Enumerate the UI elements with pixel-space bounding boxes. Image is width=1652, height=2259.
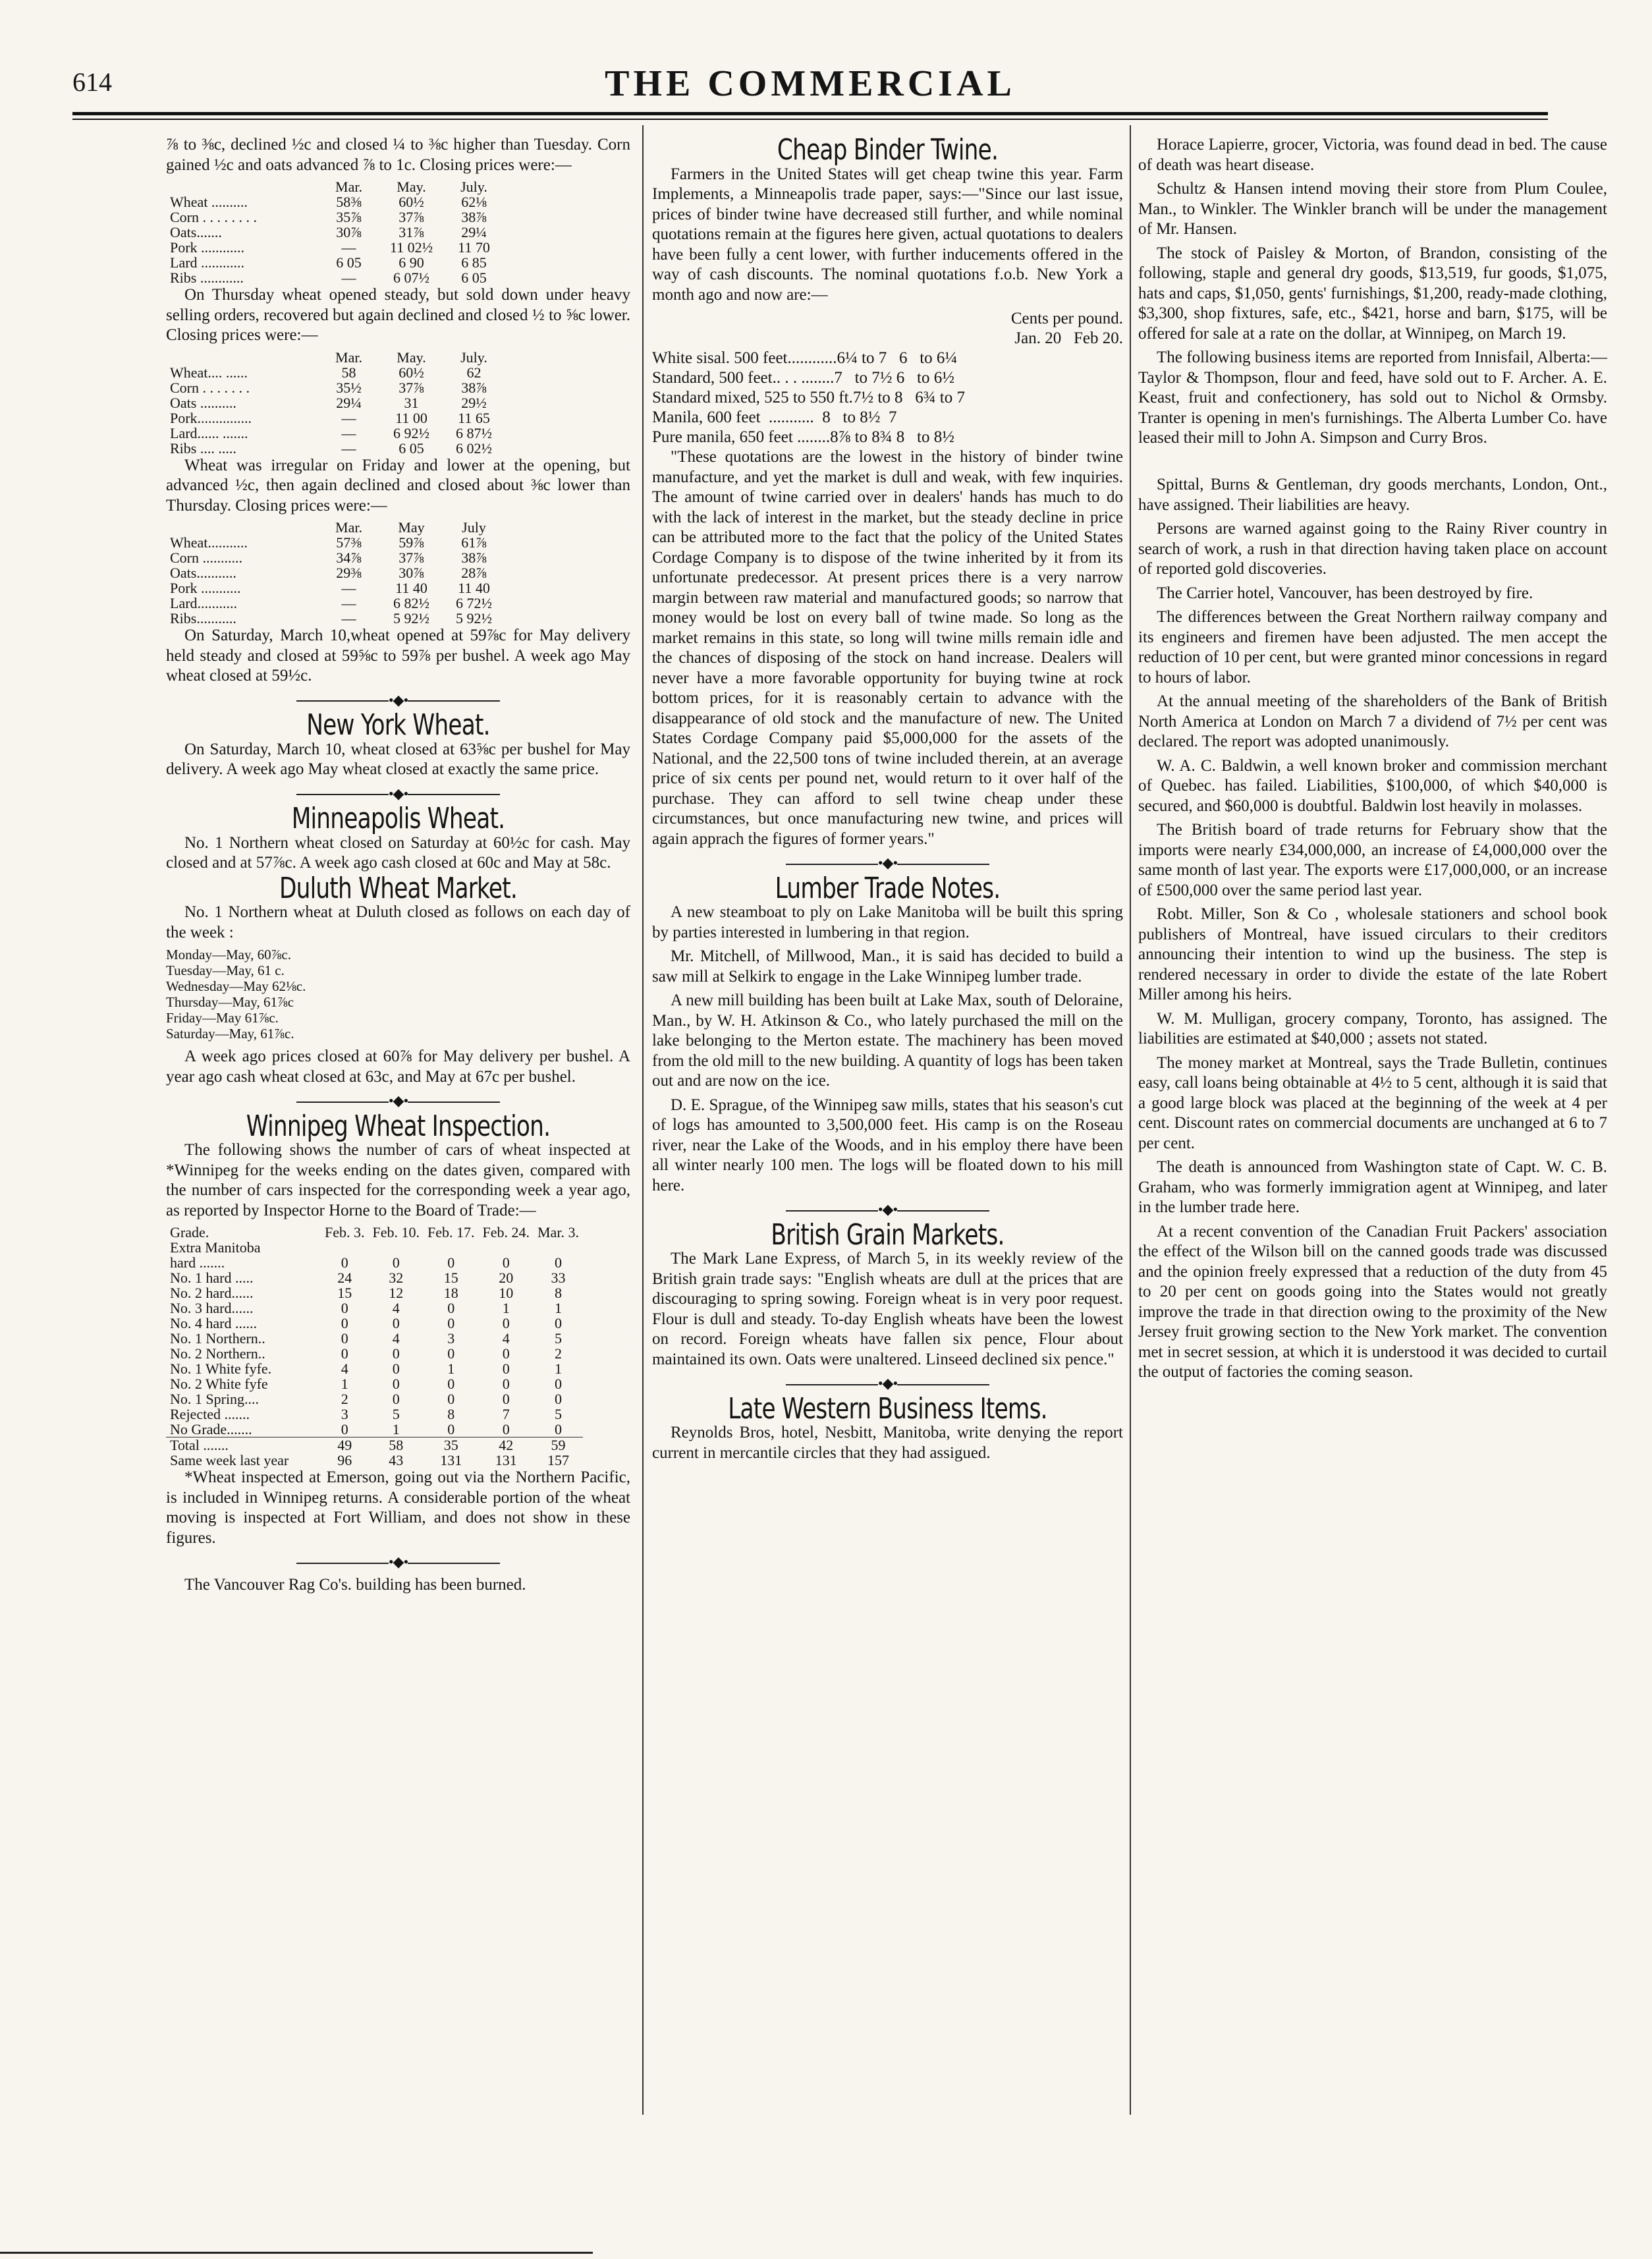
column-header: May. [397, 349, 426, 366]
table-cell: 0 [341, 1345, 348, 1362]
table-cell: 0 [554, 1315, 562, 1331]
table-row [166, 1407, 583, 1422]
table-cell: 6 72½ [456, 595, 492, 611]
table-cell: 6 82½ [393, 595, 429, 611]
table-cell: 0 [447, 1300, 455, 1316]
paragraph: The stock of Paisley & Morton, of Brandon, consisting of the following, staple and general dry goods, $13,519, fur goods, $1,075, hats and caps, $1,050, gents' furnishings, $1,200, ready-made clothing, $3,300, shop fixtures, safe, etc., $421, horse and barn, $175, will be offered for sale at a rate on the dollar, at Winnipeg, on March 19. [1138, 244, 1607, 343]
paragraph: Farmers in the United States will get cheap twine this year. Farm Implements, a Minneapolis trade paper, says:—"Since our last issue, prices of binder twine have decreased still further, and while nominal quotations remain at the figures here given, actual quotations to dealers have been fully a cent lower, with further inducements offered in the way of cash discounts. The nominal quotations f.o.b. New York a month ago and now are:— [652, 165, 1123, 304]
paragraph: D. E. Sprague, of the Winnipeg saw mills, states that his season's cut of logs has amounted to 3,500,000 feet. His camp is on the Roseau river, near the Lake of the Woods, and in his employ there have been all winter nearly 100 men. The logs will be floated down to his mill here. [652, 1096, 1123, 1194]
table-cell: 2 [341, 1391, 348, 1407]
table-cell: 11 40 [458, 580, 490, 596]
table-cell: 0 [392, 1254, 400, 1271]
table-cell: 11 40 [395, 580, 427, 596]
paragraph: ⅞ to ⅜c, declined ½c and closed ¼ to ⅜c higher than Tuesday. Corn gained ½c and oats advanced ⅞ to 1c. Closing prices were:— [166, 136, 630, 174]
column-header [166, 179, 317, 194]
table-cell: Oats....... [170, 224, 222, 240]
table-header-row [166, 179, 505, 194]
table-row [166, 395, 505, 410]
table-cell: 1 [392, 1421, 400, 1437]
table-row [166, 1346, 583, 1361]
table-header-row [166, 350, 505, 365]
table-cell: 6 85 [461, 254, 487, 271]
table-row [166, 255, 505, 270]
table-cell: 0 [447, 1315, 455, 1331]
paragraph: Spittal, Burns & Gentleman, dry goods merchants, London, Ont., have assigned. Their liabilities are heavy. [1138, 476, 1607, 514]
table-cell: 0 [392, 1315, 400, 1331]
table-cell: 7 [502, 1406, 510, 1422]
table-cell: Rejected ....... [170, 1406, 250, 1422]
table-cell: Wheat........... [170, 534, 248, 551]
column-header: July [462, 519, 486, 536]
table-cell: 0 [502, 1421, 510, 1437]
table-cell: 131 [495, 1452, 517, 1468]
table-cell: — [341, 610, 356, 627]
table-cell: Grade. [170, 1224, 209, 1241]
paragraph: *Wheat inspected at Emerson, going out via the Northern Pacific, is included in Winnipeg returns. A considerable portion of the wheat moving is inspected at Fort William, and does not show in these figures. [166, 1468, 630, 1547]
paragraph: The British board of trade returns for February show that the imports were nearly £34,000,000, an increase of £4,000,000 over the same month of last year. The exports were £17,000,000, or an increase of £500,000 over the same period last year. [1138, 821, 1607, 899]
table-cell: 0 [502, 1345, 510, 1362]
heading-new-york-wheat: New York Wheat. [306, 708, 490, 742]
table-cell: 29¼ [461, 224, 487, 240]
table-cell: 30⅞ [336, 224, 362, 240]
column-header: Mar. [335, 519, 362, 536]
table-cell: 37⅞ [399, 549, 424, 566]
price-line: Standard mixed, 525 to 550 ft.7½ to 8 6¾ to 7 [652, 389, 965, 406]
table-cell: 0 [554, 1391, 562, 1407]
table-cell [321, 1240, 369, 1255]
table-row [166, 1376, 583, 1391]
table-cell: Pork ........... [170, 580, 241, 596]
table-cell: 28⅞ [461, 565, 487, 581]
table-cell: 8 [554, 1285, 562, 1301]
table-cell: 6 07½ [393, 269, 429, 286]
table-cell: Wheat.... ...... [170, 364, 248, 381]
heading-british-grain-markets: British Grain Markets. [771, 1217, 1005, 1252]
list-item: Thursday—May, 61⅞c [166, 994, 294, 1010]
table-cell: Lard ............ [170, 254, 245, 271]
table-cell: 1 [554, 1360, 562, 1377]
table-row [166, 611, 505, 626]
price-table-wednesday [166, 179, 505, 285]
column-header: July. [460, 179, 487, 195]
table-cell: 62⅛ [461, 194, 487, 210]
table-cell: 3 [341, 1406, 348, 1422]
table-cell: 0 [392, 1360, 400, 1377]
table-cell: No. 1 hard ..... [170, 1269, 254, 1286]
table-cell: 61⅞ [461, 534, 487, 551]
table-row [166, 1391, 583, 1407]
table-cell: 29½ [461, 394, 487, 411]
table-row [166, 426, 505, 441]
table-cell: No. 1 Northern.. [170, 1330, 265, 1347]
table-cell: 34⅞ [336, 549, 362, 566]
table-cell: 0 [447, 1345, 455, 1362]
table-cell: 35⅞ [336, 209, 362, 225]
header-rule-thin [72, 119, 1548, 120]
table-cell: 96 [337, 1452, 352, 1468]
table-row [166, 1270, 583, 1285]
paragraph: The death is announced from Washington state of Capt. W. C. B. Graham, who was formerly immigration agent at Winnipeg, and later in the lumber trade here. [1138, 1158, 1607, 1216]
table-cell: Corn . . . . . . . . [170, 209, 257, 225]
table-cell: Mar. 3. [537, 1224, 579, 1241]
table-cell: 0 [447, 1391, 455, 1407]
list-item: Wednesday—May 62⅛c. [166, 978, 306, 994]
table-row [166, 1316, 583, 1331]
paragraph: W. A. C. Baldwin, a well known broker and commission merchant of Quebec. has failed. Liabilities, $100,000, of which $40,000 is secured, and $60,000 is doubtful. Baldwin lost heavily in molasses. [1138, 756, 1607, 815]
column-header: Mar. [335, 349, 362, 366]
table-cell: Corn ........... [170, 549, 242, 566]
table-cell: 35 [443, 1437, 458, 1453]
table-cell: No. 4 hard ...... [170, 1315, 257, 1331]
table-cell: 38⅞ [461, 549, 487, 566]
paragraph: The following shows the number of cars of wheat inspected at *Winnipeg for the weeks ending on the dates given, compared with the number of cars inspected for the corresponding week a year ago, as reported by Inspector Horne to the Board of Trade:— [166, 1141, 630, 1219]
table-cell: 0 [341, 1300, 348, 1316]
paragraph: The differences between the Great Northern railway company and its engineers and firemen have been adjusted. The men accept the reduction of 10 per cent, but were granted minor concessions in regard to hours of labor. [1138, 608, 1607, 686]
table-cell: 24 [337, 1269, 352, 1286]
table-cell: Corn . . . . . . . [170, 379, 250, 396]
table-cell: 6 90 [399, 254, 424, 271]
table-cell: 60½ [399, 364, 424, 381]
paragraph: Horace Lapierre, grocer, Victoria, was found dead in bed. The cause of death was heart disease. [1138, 136, 1607, 174]
table-cell: 0 [341, 1421, 348, 1437]
column-header [166, 520, 317, 535]
table-cell: No. 1 Spring.... [170, 1391, 260, 1407]
table-row [166, 1453, 583, 1468]
column-header: July. [460, 349, 487, 366]
table-cell: 5 92½ [393, 610, 429, 627]
table-cell: No. 2 Northern.. [170, 1345, 265, 1362]
table-cell: 43 [389, 1452, 404, 1468]
paragraph: "These quotations are the lowest in the history of binder twine manufacture, and yet the market is dull and weak, with few inquiries. The amount of twine carried over in dealers' hands has much to do with the lack of interest in the market, but the steady decline in price can be attributed more to the fact that the policy of the United States Cordage Company is to dispose of the twine inherited by it from its unfortunate predecessor. At present prices there is a very narrow margin between raw material and manufactured goods; so narrow that money would be lost on every ball of twine made. So long as the market remains in this state, so long will twine mills remain idle and the chances of disposing of the stock on hand increase. Dealers will never have a more favorable opportunity for buying twine at rock bottom prices, for it is reasonably certain to advance with the disappearance of old stock and the manufacture of new. The United States Cordage Company paid $5,000,000 for the assets of the National, and the 22,500 tons of twine included therein, at an average price of six cents per pound net, would return to it over half of the purchase. They can afford to sell twine cheap under these circumstances, but once manufacturing new twine, and prices will again apprach the figures of former years." [652, 448, 1123, 848]
table-cell: 6 02½ [456, 439, 492, 457]
paragraph: The Vancouver Rag Co's. building has been burned. [184, 1575, 526, 1594]
table-cell: 49 [337, 1437, 352, 1453]
table-cell: 0 [502, 1376, 510, 1392]
table-cell: — [341, 239, 356, 256]
table-row [166, 380, 505, 395]
table-row [166, 580, 505, 596]
table-cell: 18 [443, 1285, 458, 1301]
table-cell: Ribs........... [170, 610, 236, 627]
table-row [166, 1300, 583, 1316]
paragraph: Wheat was irregular on Friday and lower at the opening, but advanced ½c, then again declined and closed about ⅜c lower than Thursday. Closing prices were:— [166, 456, 630, 515]
table-cell: 42 [499, 1437, 514, 1453]
table-cell: 60½ [399, 194, 424, 210]
table-cell: 1 [341, 1376, 348, 1392]
paragraph: Mr. Mitchell, of Millwood, Man., it is said has decided to build a saw mill at Selkirk to engage in the Lake Winnipeg lumber trade. [652, 947, 1123, 986]
section-separator: •◆• [166, 784, 630, 804]
paragraph: On Saturday, March 10, wheat closed at 63⅝c per bushel for May delivery. A week ago May wheat closed at exactly the same price. [166, 740, 630, 778]
table-cell: Feb. 3. [325, 1224, 365, 1241]
table-cell: Ribs ............ [170, 269, 244, 286]
paragraph: No. 1 Northern wheat at Duluth closed as follows on each day of the week : [166, 903, 630, 941]
table-cell: 0 [341, 1330, 348, 1347]
paragraph: Schultz & Hansen intend moving their store from Plum Coulee, Man., to Winkler. The Winkler branch will be under the management of Mr. Hansen. [1138, 180, 1607, 238]
table-cell: 11 02½ [389, 239, 433, 256]
table-cell: 15 [337, 1285, 352, 1301]
table-cell: 37⅞ [399, 209, 424, 225]
table-cell: Pork............... [170, 409, 252, 426]
table-cell: 31 [404, 394, 419, 411]
table-cell: 6 87½ [456, 424, 492, 441]
paragraph: On Saturday, March 10,wheat opened at 59⅞c for May delivery held steady and closed at 59⅝c to 59⅞ per bushel. A week ago May wheat closed at 59½c. [166, 627, 630, 684]
paragraph: A new mill building has been built at Lake Max, south of Deloraine, Man., by W. H. Atkinson & Co., who lately purchased the mill on the lake belonging to the Merton estate. The machinery has been moved from the old mill to the new building. A quantity of logs has been taken out and are now on the ice. [652, 991, 1123, 1090]
table-row [166, 550, 505, 565]
section-separator: •◆• [652, 853, 1123, 874]
table-cell: 0 [341, 1254, 348, 1271]
paragraph: A week ago prices closed at 60⅞ for May delivery per bushel. A year ago cash wheat closed at 63c, and May at 67c per bushel. [166, 1047, 630, 1086]
table-cell: 4 [392, 1300, 400, 1316]
table-cell: No. 3 hard...... [170, 1300, 254, 1316]
table-cell: Oats .......... [170, 394, 236, 411]
list-item: Saturday—May, 61⅞c. [166, 1026, 294, 1042]
list-item: Monday—May, 60⅞c. [166, 947, 291, 962]
table-cell: 12 [389, 1285, 404, 1301]
column-divider [642, 125, 644, 2115]
table-cell: 0 [447, 1254, 455, 1271]
table-cell: 58 [389, 1437, 404, 1453]
table-cell: 6 05 [399, 439, 424, 457]
table-cell: Lard...... ....... [170, 424, 248, 441]
table-cell: 6 05 [336, 254, 362, 271]
heading-lumber-trade-notes: Lumber Trade Notes. [775, 871, 1001, 905]
table-cell: 0 [554, 1421, 562, 1437]
table-cell: 0 [447, 1376, 455, 1392]
price-table-friday [166, 520, 505, 626]
table-cell: — [341, 439, 356, 457]
column-2 [652, 135, 1123, 1467]
paragraph: On Thursday wheat opened steady, but sold down under heavy selling orders, recovered but again declined and closed ½ to ⅝c lower. Closing prices were:— [166, 286, 630, 344]
table-cell: 11 65 [458, 409, 490, 426]
table-cell: 10 [499, 1285, 514, 1301]
table-cell: — [341, 580, 356, 596]
table-cell: 58 [341, 364, 356, 381]
column-header: May. [397, 179, 426, 195]
price-line: Pure manila, 650 feet ........8⅞ to 8¾ 8 to 8½ [652, 428, 954, 446]
table-cell [424, 1240, 479, 1255]
table-cell: 32 [389, 1269, 404, 1286]
column-3 [1138, 135, 1607, 1387]
price-header-unit: Cents per pound. [1010, 310, 1123, 327]
table-cell: — [341, 409, 356, 426]
column-divider [1130, 125, 1131, 2115]
table-cell: 58⅜ [336, 194, 362, 210]
table-cell: 1 [502, 1300, 510, 1316]
table-cell: 57⅜ [336, 534, 362, 551]
table-cell: Lard........... [170, 595, 238, 611]
table-cell: — [341, 595, 356, 611]
table-row [166, 1285, 583, 1300]
section-separator: •◆• [166, 1552, 630, 1573]
table-header-row [166, 1225, 583, 1240]
column-1 [166, 135, 630, 1599]
table-row [166, 225, 505, 240]
paragraph: The following business items are reported from Innisfail, Alberta:—Taylor & Thompson, flour and feed, have sold out to F. Archer. A. E. Keast, fruit and confectionery, has sold out to Nichol & Ormsby. Tranter is opening in men's furnishings. The Alberta Lumber Co. have leased their mill to John A. Simpson and Curry Bros. [1138, 349, 1607, 447]
column-header: May [398, 519, 425, 536]
price-line: White sisal. 500 feet............6¼ to 7 6 to 6¼ [652, 349, 958, 367]
table-cell: 2 [554, 1345, 562, 1362]
paragraph: Robt. Miller, Son & Co , wholesale stationers and school book publishers of Montreal, have issued circulars to their creditors announcing their intention to wind up the business. The step is rendered necessary in order to divide the estate of the late Robert Miller among his heirs. [1138, 905, 1607, 1003]
table-cell: 0 [392, 1391, 400, 1407]
table-cell: Feb. 17. [427, 1224, 475, 1241]
heading-cheap-binder-twine: Cheap Binder Twine. [777, 133, 999, 167]
table-row [166, 596, 505, 611]
table-cell: No. 1 White fyfe. [170, 1360, 272, 1377]
table-cell: 0 [502, 1254, 510, 1271]
table-cell: 8 [447, 1406, 455, 1422]
price-line: Manila, 600 feet ........... 8 to 8½ 7 [652, 408, 897, 426]
table-cell: 0 [447, 1421, 455, 1437]
heading-duluth-wheat-market: Duluth Wheat Market. [279, 871, 518, 905]
table-cell [479, 1240, 534, 1255]
table-cell: 5 [554, 1330, 562, 1347]
paragraph: At a recent convention of the Canadian Fruit Packers' association the effect of the Wilson bill on the canned goods trade was discussed and the opinion freely expressed that a reduction of the duty from 45 to 20 per cent on goods going into the States would not greatly improve the trade in that direction owing to the proximity of the New Jersey fruit growing section to the New York market. The convention met in secret session, at which it is understood it was decided to curtail the output of factories the coming season. [1138, 1222, 1607, 1381]
table-cell: No. 2 White fyfe [170, 1376, 268, 1392]
heading-minneapolis-wheat: Minneapolis Wheat. [291, 802, 505, 835]
table-row [166, 1240, 583, 1255]
table-header-row [166, 520, 505, 535]
table-cell: 29⅜ [336, 565, 362, 581]
table-cell: 1 [554, 1300, 562, 1316]
table-cell: No Grade....... [170, 1421, 252, 1437]
heading-winnipeg-wheat-inspection: Winnipeg Wheat Inspection. [246, 1109, 551, 1143]
table-cell: 59 [551, 1437, 566, 1453]
section-separator: •◆• [166, 690, 630, 711]
footer-rule [0, 2252, 593, 2254]
paragraph: W. M. Mulligan, grocery company, Toronto, has assigned. The liabilities are estimated at $40,000 ; assets not stated. [1138, 1009, 1607, 1047]
table-cell: Pork ............ [170, 239, 245, 256]
paragraph: Reynolds Bros, hotel, Nesbitt, Manitoba, write denying the report current in mercantile circles that they had assigued. [652, 1424, 1123, 1462]
table-cell: 1 [447, 1360, 455, 1377]
table-row [166, 1422, 583, 1437]
table-cell: 0 [341, 1315, 348, 1331]
page-header [72, 63, 1548, 115]
table-cell: 0 [502, 1315, 510, 1331]
paragraph: The money market at Montreal, says the Trade Bulletin, continues easy, call loans being obtainable at 4½ to 5 cent, although it is said that a good large block was placed at the beginning of the week at 4 per cent. Discount rates on commercial documents are unchanged at 6 to 7 per cent. [1138, 1053, 1607, 1152]
table-cell: 38⅞ [461, 379, 487, 396]
table-row [166, 194, 505, 209]
paragraph: The Mark Lane Express, of March 5, in its weekly review of the British grain trade says: "English wheats are dull at the prices that are discouraging to spring sowing. Foreign wheat is in very poor request. Flour is dull and steady. To-day English wheats have been the lowest on record. Foreign wheats have fallen six pence, Flour about maintained its own. Oats were unaltered. Linseed declined six pence." [652, 1250, 1123, 1368]
table-cell: 0 [502, 1360, 510, 1377]
table-cell: 157 [547, 1452, 569, 1468]
table-cell: 35½ [336, 379, 362, 396]
table-cell: 31⅞ [399, 224, 424, 240]
section-separator: •◆• [652, 1200, 1123, 1220]
table-cell: 30⅞ [399, 565, 424, 581]
table-cell: 6 92½ [393, 424, 429, 441]
column-header: Mar. [335, 179, 362, 195]
table-cell: 0 [554, 1254, 562, 1271]
duluth-daily-list [166, 947, 630, 1042]
table-cell: 0 [392, 1376, 400, 1392]
table-cell: 33 [551, 1269, 566, 1286]
table-cell: Same week last year [170, 1452, 289, 1468]
price-table-thursday [166, 350, 505, 456]
column-header [166, 350, 317, 365]
table-cell: 11 70 [458, 239, 490, 256]
table-row [166, 240, 505, 255]
table-row [166, 1255, 583, 1270]
price-line: Standard, 500 feet.. . . ........7 to 7½ 6 to 6½ [652, 369, 954, 387]
table-cell: Wheat .......... [170, 194, 248, 210]
table-cell: 37⅞ [399, 379, 424, 396]
table-cell: Total ....... [170, 1437, 229, 1453]
paragraph: A new steamboat to ply on Lake Manitoba will be built this spring by parties interested in lumbering in that region. [652, 903, 1123, 941]
table-cell: 4 [392, 1330, 400, 1347]
table-row [166, 1361, 583, 1376]
table-cell: Ribs .... ..... [170, 439, 236, 457]
table-row [166, 270, 505, 285]
masthead: THE COMMERCIAL [605, 63, 1016, 104]
page-number: 614 [72, 67, 112, 97]
table-cell [534, 1240, 583, 1255]
price-header-dates: Jan. 20 Feb 20. [1014, 329, 1123, 347]
list-item: Friday—May 61⅞c. [166, 1010, 279, 1026]
table-cell: 15 [443, 1269, 458, 1286]
table-cell: Feb. 24. [482, 1224, 530, 1241]
table-cell [369, 1240, 424, 1255]
table-row [166, 209, 505, 225]
table-cell: — [341, 424, 356, 441]
table-cell: 6 05 [461, 269, 487, 286]
table-cell: 5 [392, 1406, 400, 1422]
table-cell: 4 [341, 1360, 348, 1377]
table-cell: hard ....... [170, 1254, 225, 1271]
table-cell: No. 2 hard...... [170, 1285, 254, 1301]
table-cell: 5 92½ [456, 610, 492, 627]
table-row [166, 410, 505, 426]
table-cell: 62 [466, 364, 482, 381]
table-cell: 0 [502, 1391, 510, 1407]
table-row [166, 1331, 583, 1346]
section-separator: •◆• [166, 1091, 630, 1111]
table-row [166, 535, 505, 550]
inspection-table [166, 1225, 583, 1468]
table-cell: Oats........... [170, 565, 236, 581]
table-cell: 0 [392, 1345, 400, 1362]
table-cell: 29¼ [336, 394, 362, 411]
table-row [166, 365, 505, 380]
table-cell: 20 [499, 1269, 514, 1286]
table-cell: 3 [447, 1330, 455, 1347]
table-row [166, 441, 505, 456]
table-cell: Feb. 10. [372, 1224, 420, 1241]
table-total-row [166, 1437, 583, 1453]
paragraph: No. 1 Northern wheat closed on Saturday at 60½c for cash. May closed and at 57⅞c. A week ago cash closed at 60c and May at 58c. [166, 833, 630, 872]
table-cell: Extra Manitoba [170, 1239, 261, 1256]
table-cell: — [341, 269, 356, 286]
heading-late-western-business-items: Late Western Business Items. [728, 1391, 1047, 1426]
table-cell: 4 [502, 1330, 510, 1347]
paragraph: The Carrier hotel, Vancouver, has been destroyed by fire. [1157, 584, 1533, 602]
table-cell: 131 [440, 1452, 462, 1468]
paragraph: At the annual meeting of the shareholders of the Bank of British North America at London on March 7 a dividend of 7½ per cent was declared. The report was adopted unanimously. [1138, 692, 1607, 750]
header-rule [72, 112, 1548, 115]
table-cell: 11 00 [395, 409, 427, 426]
list-item: Tuesday—May, 61 c. [166, 962, 285, 978]
table-cell: 0 [554, 1376, 562, 1392]
table-cell: 5 [554, 1406, 562, 1422]
section-separator: •◆• [652, 1374, 1123, 1394]
table-row [166, 565, 505, 580]
paragraph: Persons are warned against going to the Rainy River country in search of work, a rush in that direction having taken place on account of reported gold discoveries. [1138, 520, 1607, 578]
table-cell: 38⅞ [461, 209, 487, 225]
table-cell: 59⅞ [399, 534, 424, 551]
